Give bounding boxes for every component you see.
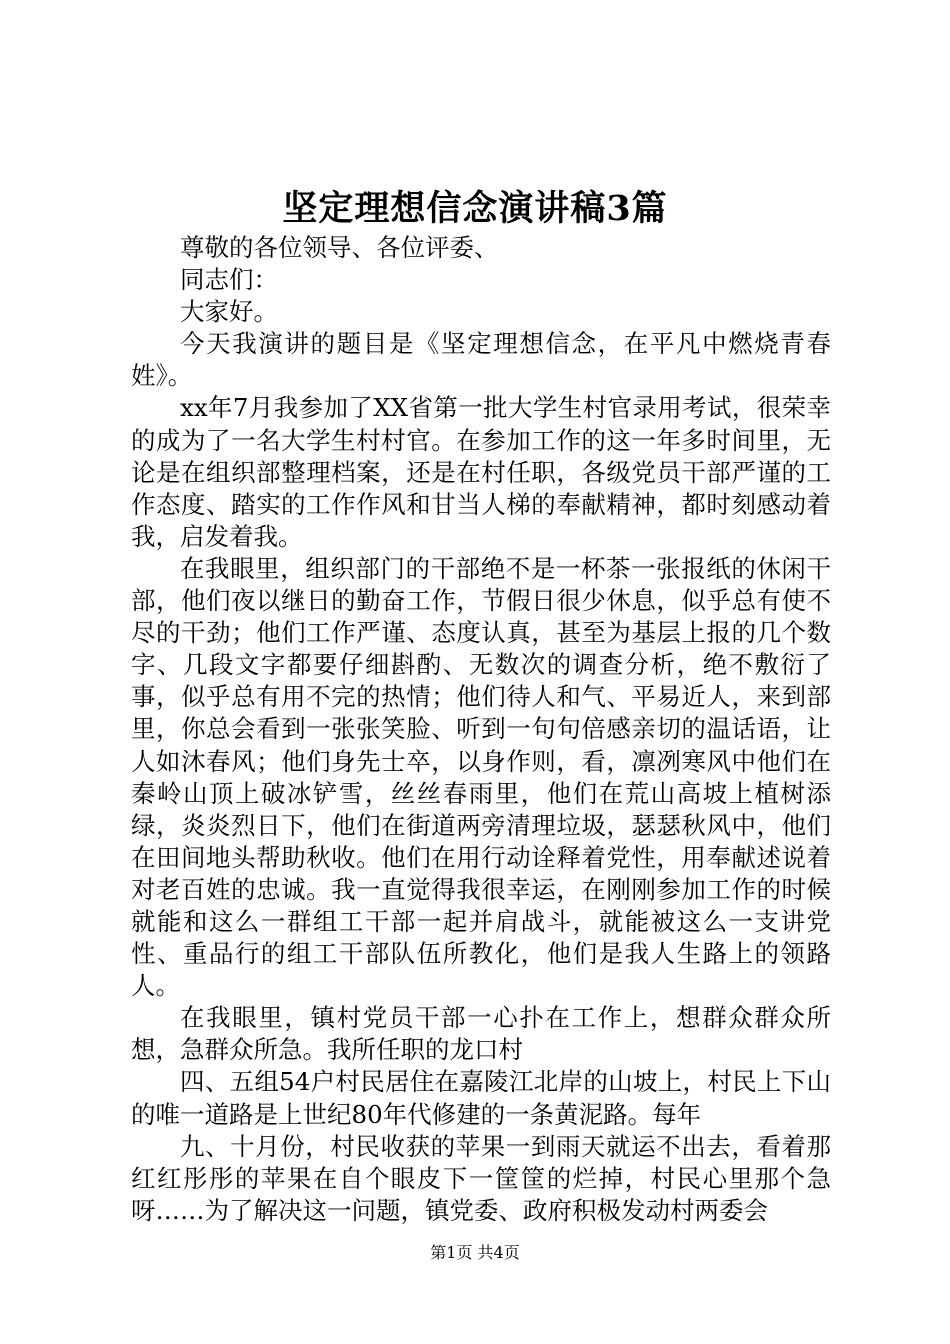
paragraph: 尊敬的各位领导、各位评委、 — [180, 233, 499, 262]
document-body — [131, 232, 831, 1227]
page-footer: 第1页 共4页 — [430, 1243, 520, 1262]
paragraph: 同志们： — [180, 265, 278, 295]
paragraph: 九、十月份，村民收获的苹果一到雨天就运不出去，看着那红红彤彤的苹果在自个眼皮下一筐筐的烂掉，村民心里那个急呀……为了解决这一问题，镇党委、政府积极发动村两委会 — [131, 1131, 831, 1225]
paragraph: 四、五组54户村民居住在嘉陵江北岸的山坡上，村民上下山的唯一道路是上世纪80年代修建的一条黄泥路。每年 — [131, 1067, 831, 1129]
paragraph: xx年7月我参加了XX省第一批大学生村官录用考试，很荣幸的成为了一名大学生村村官。在参加工作的这一年多时间里，无论是在组织部整理档案，还是在村任职，各级党员干部严谨的工作态度、踏实的工作作风和甘当人梯的奉献精神，都时刻感动着我，启发着我。 — [131, 393, 831, 551]
paragraph: 在我眼里，镇村党员干部一心扑在工作上，想群众群众所想，急群众所急。我所任职的龙口村 — [131, 1003, 831, 1065]
paragraph: 大家好。 — [180, 297, 278, 327]
document-title: 坚定理想信念演讲稿3篇 — [282, 188, 668, 229]
paragraph: 在我眼里，组织部门的干部绝不是一杯茶一张报纸的休闲干部，他们夜以继日的勤奋工作，节假日很少休息，似乎总有使不尽的干劲；他们工作严谨、态度认真，甚至为基层上报的几个数字、几段文字都要仔细斟酌、无数次的调查分析，绝不敷衍了事，似乎总有用不完的热情；他们待人和气、平易近人，来到部里，你总会看到一张张笑脸、听到一句句倍感亲切的温话语，让人如沐春风；他们身先士卒，以身作则，看，凛冽寒风中他们在秦岭山顶上破冰铲雪，丝丝春雨里，他们在荒山高坡上植树添绿，炎炎烈日下，他们在街道两旁清理垃圾，瑟瑟秋风中，他们在田间地头帮助秋收。他们在用行动诠释着党性，用奉献述说着对老百姓的忠诚。我一直觉得我很幸运，在刚刚参加工作的时候就能和这么一群组工干部一起并肩战斗，就能被这么一支讲党性、重品行的组工干部队伍所教化，他们是我人生路上的领路人。 — [131, 553, 831, 1001]
paragraph: 今天我演讲的题目是《坚定理想信念，在平凡中燃烧青春姓》。 — [131, 329, 831, 391]
